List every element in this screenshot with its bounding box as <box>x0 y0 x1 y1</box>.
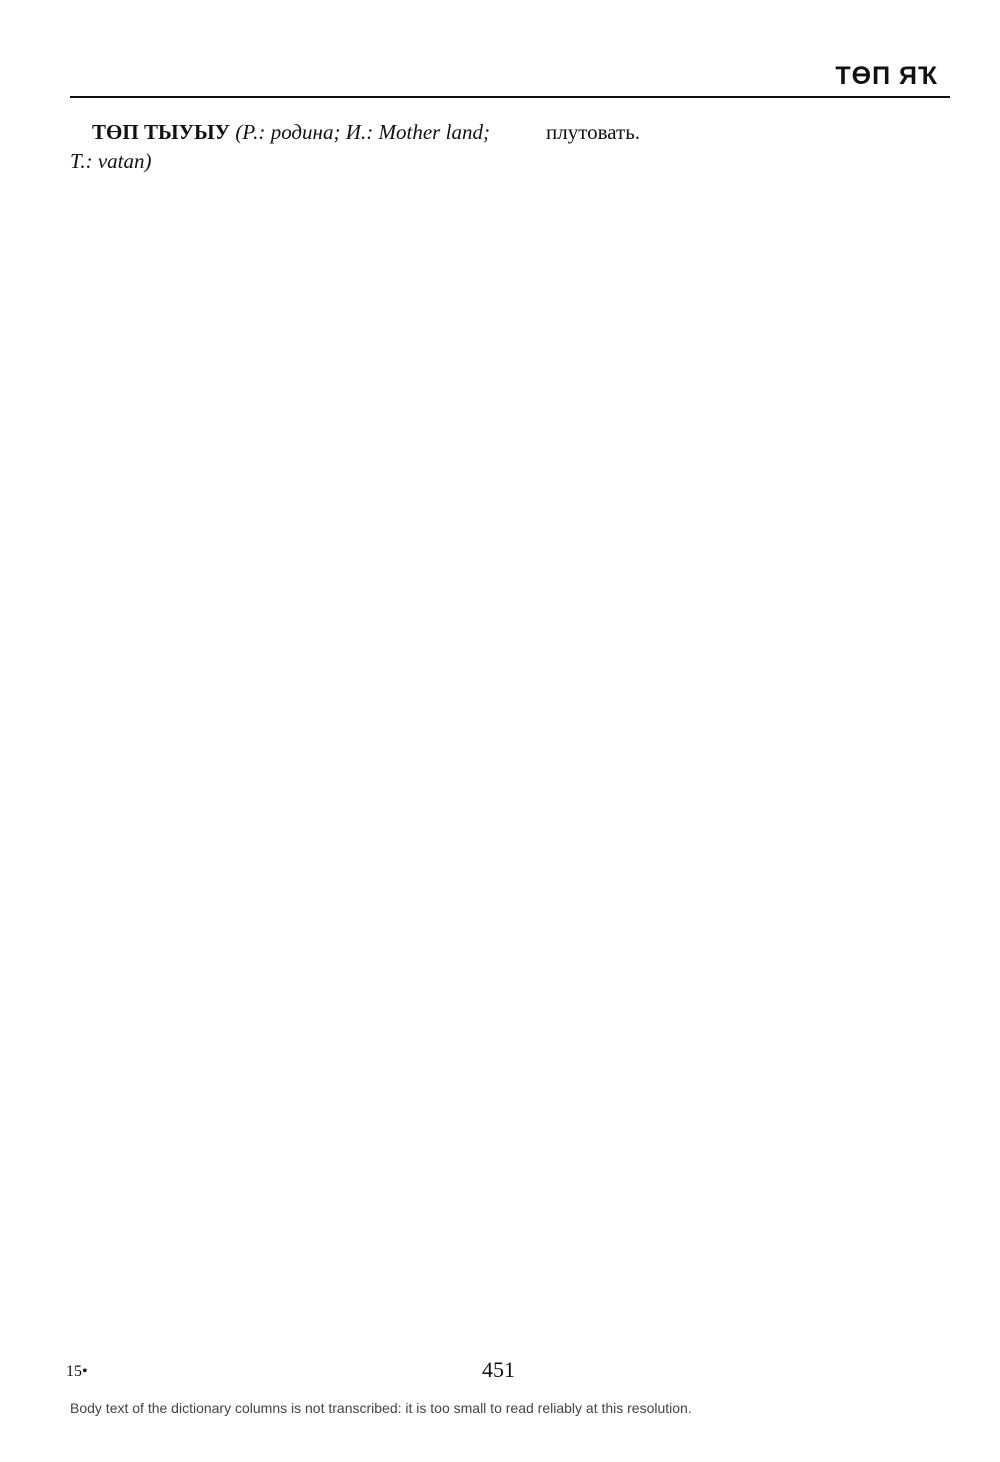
entry-gloss: (Р.: родина; И.: Mother land; Т.: vatan) <box>70 120 490 173</box>
dictionary-entry <box>524 118 944 147</box>
page-number: 451 <box>482 1357 515 1382</box>
dictionary-entry <box>70 118 490 176</box>
entry-text: плутовать. <box>546 120 641 144</box>
header-rule <box>70 96 950 98</box>
right-column <box>524 118 944 155</box>
running-head: ТӨП ЯҠ <box>835 62 938 90</box>
entry-headword: ТӨП ТЫУЫУ <box>92 120 231 144</box>
signature-mark: 15• <box>66 1363 88 1380</box>
omission-note: Body text of the dictionary columns is not transcribed: it is too small to read reliably at this resolution. <box>70 1400 692 1416</box>
left-column <box>70 118 490 184</box>
